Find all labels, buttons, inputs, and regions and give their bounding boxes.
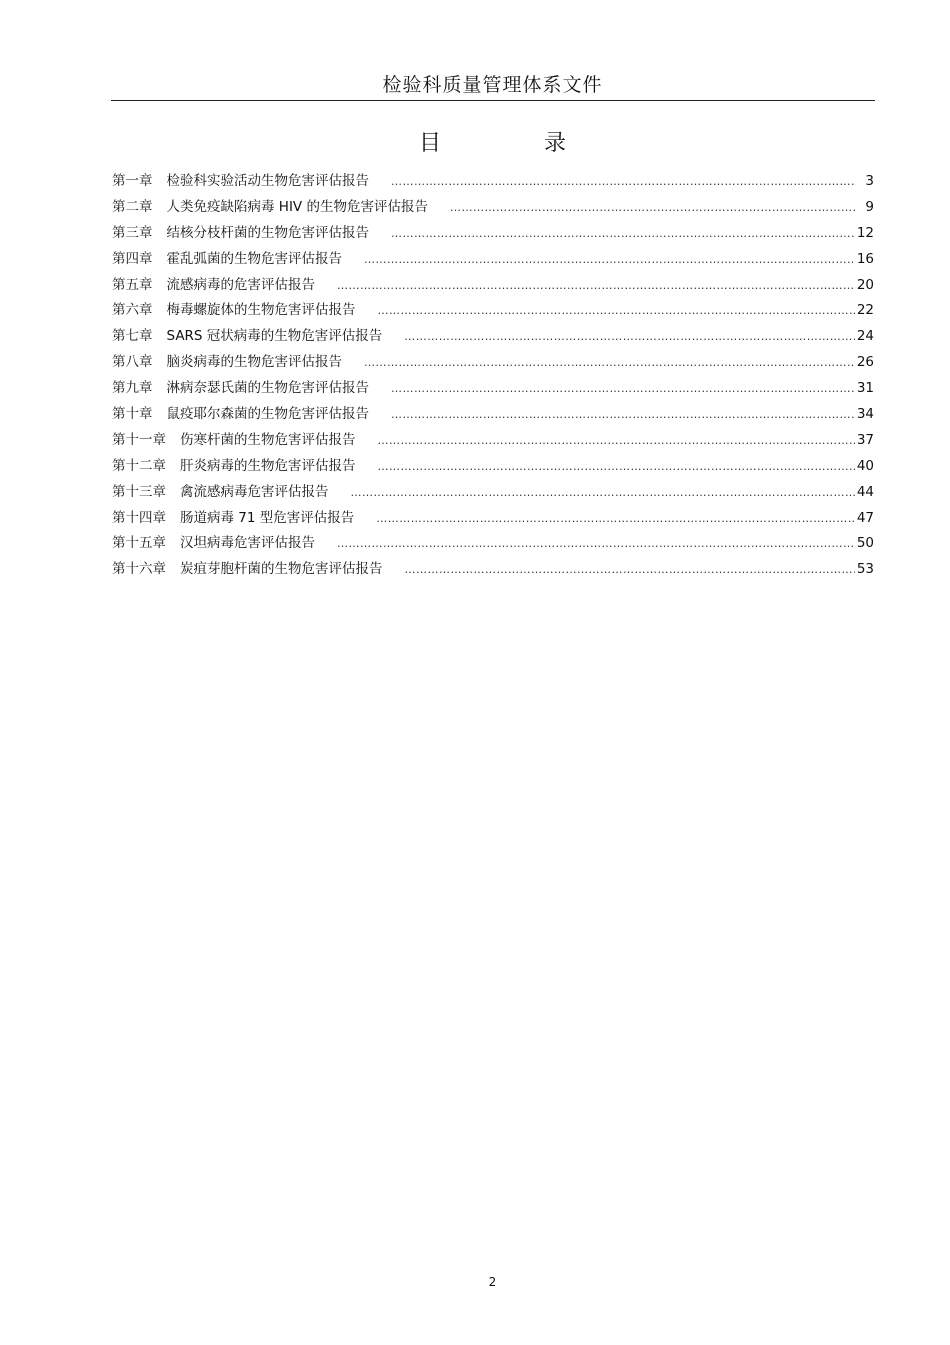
toc-entry-page: 44 [856, 483, 874, 500]
toc-entry[interactable] [112, 169, 874, 195]
toc-entry-title: 流感病毒的危害评估报告 [166, 276, 315, 293]
toc-entry-chapter: 第三章 [112, 224, 153, 241]
toc-entry-title: 检验科实验活动生物危害评估报告 [166, 173, 369, 189]
toc-entry-page: 16 [856, 250, 874, 267]
toc-entry-title: 梅毒螺旋体的生物危害评估报告 [166, 302, 356, 319]
toc-entry-chapter: 第十一章 [112, 431, 166, 448]
toc-entry-title: 肝炎病毒的生物危害评估报告 [180, 457, 356, 474]
toc-entry-page: 37 [856, 431, 874, 448]
toc-entry-chapter: 第十三章 [112, 483, 166, 500]
toc-entry-leader [364, 253, 855, 266]
toc-entry-page: 40 [856, 457, 874, 474]
toc-entry[interactable] [112, 247, 874, 273]
toc-entry-page: 3 [865, 173, 874, 189]
toc-entry-title: 鼠疫耶尔森菌的生物危害评估报告 [166, 406, 369, 423]
toc-entry-leader [404, 330, 855, 343]
toc-heading: 目 录 [419, 131, 614, 156]
toc-entry-chapter: 第九章 [112, 380, 153, 397]
toc-entry-chapter: 第十五章 [112, 535, 166, 552]
toc-entry-page: 47 [856, 509, 874, 526]
toc-entry-title: 淋病奈瑟氏菌的生物危害评估报告 [166, 380, 369, 397]
toc-entry[interactable] [112, 557, 874, 583]
toc-entry-leader [405, 563, 855, 576]
toc-entry-leader [391, 382, 855, 395]
toc-entry-title: 炭疽芽胞杆菌的生物危害评估报告 [180, 561, 383, 578]
toc-entry-title: 人类免疫缺陷病毒 HIV 的生物危害评估报告 [166, 198, 428, 215]
toc-entry-chapter: 第十六章 [112, 561, 166, 578]
toc-entry-title: 结核分枝杆菌的生物危害评估报告 [166, 224, 369, 241]
page-number: 2 [488, 1275, 497, 1289]
toc-entry[interactable] [112, 531, 874, 557]
toc-entry-title: 霍乱弧菌的生物危害评估报告 [166, 250, 342, 267]
toc-entry-chapter: 第十二章 [112, 457, 166, 474]
toc-entry-title: 伤寒杆菌的生物危害评估报告 [180, 431, 356, 448]
toc-entry-chapter: 第七章 [112, 328, 153, 345]
toc-entry[interactable] [112, 324, 874, 350]
toc-entry-leader [364, 356, 855, 369]
toc-entry-title: 肠道病毒 71 型危害评估报告 [180, 509, 355, 526]
toc-entry[interactable] [112, 506, 874, 532]
toc-entry-page: 20 [856, 276, 874, 293]
toc-entry-page: 26 [856, 354, 874, 371]
toc-entry-page: 50 [856, 535, 874, 552]
toc-entry-chapter: 第十章 [112, 406, 153, 423]
toc-entry[interactable] [112, 195, 874, 221]
toc-entry-leader [376, 512, 855, 525]
toc-entry-chapter: 第十四章 [112, 509, 166, 526]
toc-entry-page: 31 [856, 380, 874, 397]
toc-entry-page: 53 [856, 561, 874, 578]
toc-entry-leader [337, 279, 855, 292]
toc-entry-page: 24 [856, 328, 874, 345]
document-header-title: 检验科质量管理体系文件 [382, 74, 603, 96]
toc-entry-title: 脑炎病毒的生物危害评估报告 [166, 354, 342, 371]
toc-entry[interactable] [112, 221, 874, 247]
toc-entry[interactable] [112, 480, 874, 506]
toc-entry-leader [450, 201, 856, 214]
toc-entry-title: 禽流感病毒危害评估报告 [180, 483, 329, 500]
toc-entry-chapter: 第六章 [112, 302, 153, 319]
toc-entry-leader [391, 227, 855, 240]
header-divider [111, 100, 875, 101]
toc-entry-chapter: 第二章 [112, 198, 153, 215]
toc-entry-title: SARS 冠状病毒的生物危害评估报告 [166, 328, 383, 345]
toc-entry[interactable] [112, 402, 874, 428]
toc-entry[interactable] [112, 454, 874, 480]
table-of-contents [112, 169, 874, 583]
toc-entry-chapter: 第一章 [112, 173, 153, 189]
toc-entry-page: 12 [856, 224, 874, 241]
toc-entry[interactable] [112, 350, 874, 376]
toc-entry-leader [378, 304, 855, 317]
toc-entry[interactable] [112, 273, 874, 299]
toc-entry-page: 9 [865, 198, 874, 215]
toc-entry-leader [378, 434, 855, 447]
toc-entry-chapter: 第八章 [112, 354, 153, 371]
toc-entry-leader [391, 408, 855, 421]
toc-entry-page: 22 [856, 302, 874, 319]
toc-entry-chapter: 第四章 [112, 250, 153, 267]
toc-entry[interactable] [112, 298, 874, 324]
toc-entry-leader [351, 486, 855, 499]
toc-entry-chapter: 第五章 [112, 276, 153, 293]
toc-entry-leader [391, 175, 856, 188]
toc-entry-leader [337, 537, 855, 550]
toc-entry-leader [378, 460, 855, 473]
toc-entry-title: 汉坦病毒危害评估报告 [180, 535, 315, 552]
toc-entry[interactable] [112, 376, 874, 402]
toc-entry[interactable] [112, 428, 874, 454]
toc-entry-page: 34 [856, 406, 874, 423]
